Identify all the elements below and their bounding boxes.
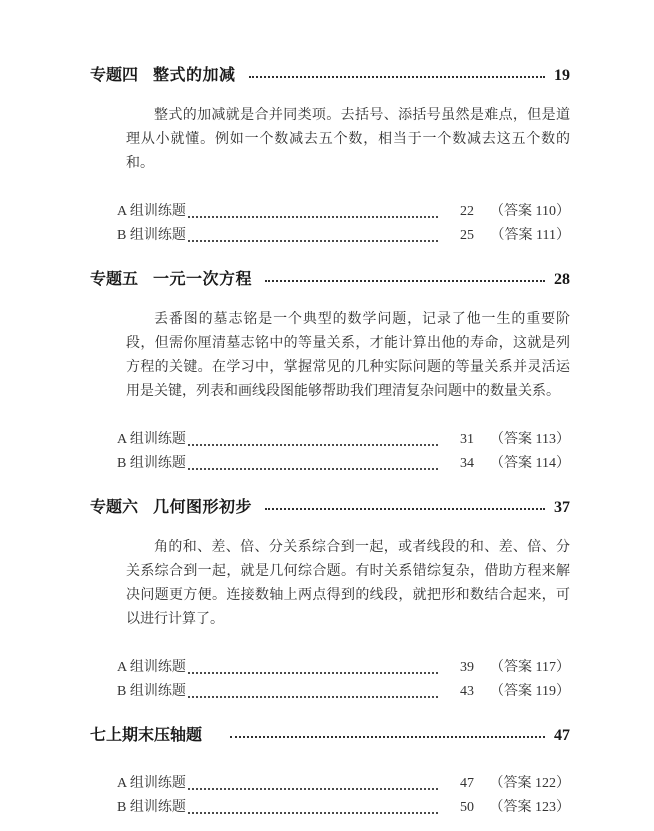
entry-answer-page: （答案 122） [489, 776, 570, 791]
toc-entry [117, 224, 570, 248]
dot-leader [188, 696, 438, 698]
entry-page-number: 43 [460, 684, 474, 699]
toc-section-6 [90, 496, 570, 704]
section-title: 几何图形初步 [153, 499, 253, 516]
section-description: 角的和、差、倍、分关系综合到一起，或者线段的和、差、倍、分关系综合到一起，就是几何综合题。有时关系错综复杂，借助方程来解决问题更方便。连接数轴上两点得到的线段，就把形和数结合起来，可以进行计算了。 [126, 540, 570, 627]
entry-answer-page: （答案 119） [490, 684, 570, 699]
entry-page-number: 39 [460, 660, 474, 675]
entry-label: B 组训练题 [117, 800, 186, 815]
dot-leader [188, 468, 438, 470]
dot-leader [188, 672, 438, 674]
section-heading [90, 724, 570, 748]
entry-label: A 组训练题 [117, 660, 186, 675]
section-entries [117, 200, 570, 248]
entry-answer-page: （答案 113） [490, 432, 570, 447]
entry-label: A 组训练题 [117, 204, 186, 219]
dot-leader [188, 812, 438, 814]
section-heading [90, 496, 570, 520]
section-page-number: 19 [554, 67, 570, 84]
section-number: 专题五 [90, 271, 139, 288]
entry-page-number: 31 [460, 432, 474, 447]
entry-page-number: 50 [460, 800, 474, 815]
section-page-number: 37 [554, 499, 570, 516]
entry-page-number: 22 [460, 204, 474, 219]
section-title: 整式的加减 [153, 67, 236, 84]
section-description: 丢番图的墓志铭是一个典型的数学问题，记录了他一生的重要阶段，但需你厘清墓志铭中的等量关系，才能计算出他的寿命，这就是列方程的关键。在学习中，掌握常见的几种实际问题的等量关系并灵活运用是关键，列表和画线段图能够帮助我们理清复杂问题中的数量关系。 [126, 312, 570, 399]
section-heading [90, 64, 570, 88]
entry-label: A 组训练题 [117, 432, 186, 447]
entry-label: B 组训练题 [117, 456, 186, 471]
section-entries [117, 656, 570, 704]
dot-leader [230, 736, 545, 738]
section-heading [90, 268, 570, 292]
toc-entry [117, 452, 570, 476]
toc-entry [117, 656, 570, 680]
dot-leader [188, 240, 438, 242]
entry-answer-page: （答案 123） [489, 800, 570, 815]
entry-label: B 组训练题 [117, 228, 186, 243]
entry-label: B 组训练题 [117, 684, 186, 699]
toc-section-4 [90, 64, 570, 248]
entry-page-number: 34 [460, 456, 474, 471]
dot-leader [188, 216, 438, 218]
toc-section-final [90, 724, 570, 820]
section-page-number: 47 [554, 727, 570, 744]
dot-leader [249, 76, 545, 78]
entry-answer-page: （答案 117） [490, 660, 570, 675]
section-number: 七上期末压轴题 [90, 727, 203, 744]
toc-section-5 [90, 268, 570, 476]
section-number: 专题四 [90, 67, 139, 84]
dot-leader [265, 508, 545, 510]
entry-page-number: 47 [460, 776, 474, 791]
dot-leader [265, 280, 545, 282]
section-page-number: 28 [554, 271, 570, 288]
entry-label: A 组训练题 [117, 776, 186, 791]
section-entries [117, 772, 570, 820]
toc-entry [117, 428, 570, 452]
toc-entry [117, 772, 570, 796]
section-number: 专题六 [90, 499, 139, 516]
entry-answer-page: （答案 110） [490, 204, 570, 219]
toc-entry [117, 680, 570, 704]
section-description: 整式的加减就是合并同类项。去括号、添括号虽然是难点，但是道理从小就懂。例如一个数减去五个数，相当于一个数减去这五个数的和。 [126, 108, 570, 171]
section-entries [117, 428, 570, 476]
entry-answer-page: （答案 111） [490, 228, 570, 243]
toc-entry [117, 796, 570, 820]
toc-entry [117, 200, 570, 224]
dot-leader [188, 444, 438, 446]
entry-answer-page: （答案 114） [490, 456, 570, 471]
entry-page-number: 25 [460, 228, 474, 243]
dot-leader [188, 788, 438, 790]
section-title: 一元一次方程 [153, 271, 253, 288]
